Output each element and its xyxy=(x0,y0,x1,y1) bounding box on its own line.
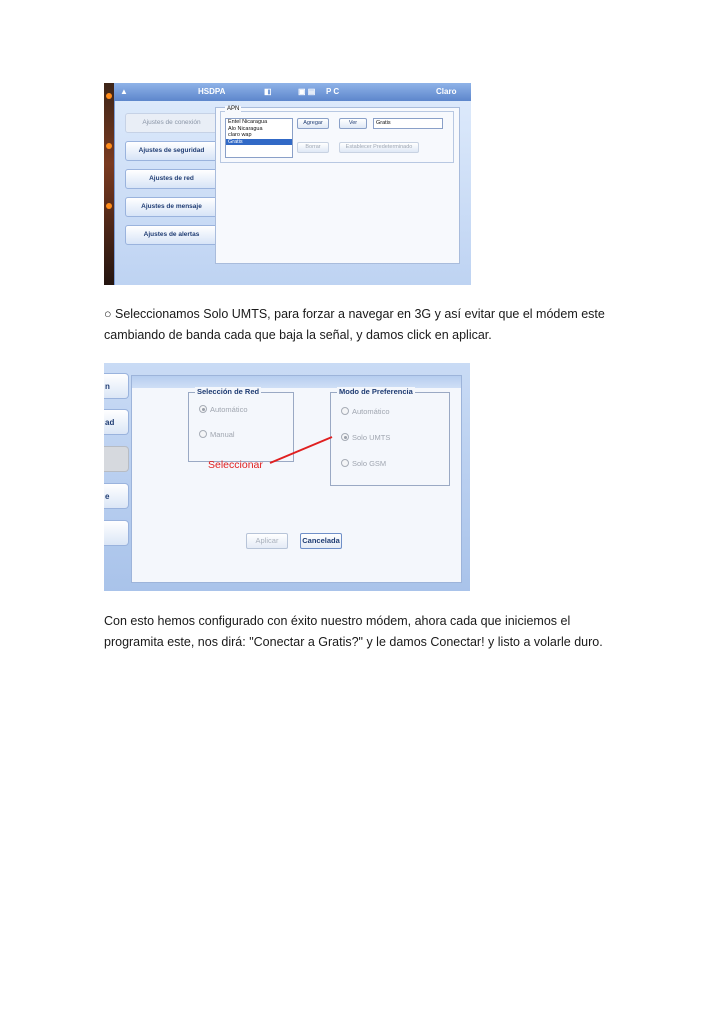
signal-icon: ▲ xyxy=(120,87,128,96)
nav-network-settings[interactable]: Ajustes de red xyxy=(125,169,218,189)
select-callout: Seleccionar xyxy=(208,459,263,471)
nav-alert-settings[interactable]: Ajustes de alertas xyxy=(125,225,218,245)
radio-label: Automático xyxy=(210,405,248,414)
view-button[interactable]: Ver xyxy=(339,118,367,129)
apn-list-item[interactable]: claro wap xyxy=(228,132,252,139)
radio-label: Solo UMTS xyxy=(352,433,391,442)
network-mode: HSDPA xyxy=(198,87,226,96)
paragraph-line: ○ Seleccionamos Solo UMTS, para forzar a navegar en 3G y así evitar que el módem este xyxy=(104,307,605,321)
orange-dot xyxy=(106,143,112,149)
side-button[interactable]: e xyxy=(104,483,129,509)
nav-message-settings[interactable]: Ajustes de mensaje xyxy=(125,197,218,217)
radio-label: Solo GSM xyxy=(352,459,387,468)
apn-list-item[interactable]: Entel Nicaragua xyxy=(228,119,268,125)
paragraph-line: Con esto hemos configurado con éxito nuestro módem, ahora cada que iniciemos el xyxy=(104,614,571,628)
status-icons: ▣ ▤ xyxy=(298,87,316,96)
background-strip xyxy=(104,83,114,285)
radio-label: Automático xyxy=(352,407,390,416)
paragraph-line: cambiando de banda cada que baja la señal, y damos click en aplicar. xyxy=(104,328,492,342)
cancel-button[interactable]: Cancelada xyxy=(300,533,342,549)
device-label: P C xyxy=(326,87,340,96)
delete-button[interactable]: Borrar xyxy=(297,142,329,153)
apn-group-label: APN xyxy=(227,106,240,112)
operator-label: Claro xyxy=(436,87,457,96)
set-default-button[interactable]: Establecer Predeterminado xyxy=(339,142,419,153)
preference-mode-label: Modo de Preferencia xyxy=(339,387,413,396)
apn-name-field[interactable]: Gratis xyxy=(373,118,443,129)
connection-panel xyxy=(215,107,460,264)
apn-group xyxy=(220,106,454,163)
callout-arrow-icon xyxy=(104,363,470,591)
orange-dot xyxy=(106,93,112,99)
instruction-paragraph-2 xyxy=(104,611,664,653)
instruction-paragraph-1 xyxy=(104,304,664,346)
nav-connection-settings[interactable]: Ajustes de conexión xyxy=(125,113,218,133)
screenshot-connection-settings xyxy=(104,83,471,285)
apply-button[interactable]: Aplicar xyxy=(246,533,288,549)
nav-security-settings[interactable]: Ajustes de seguridad xyxy=(125,141,218,161)
apn-list-item[interactable]: Alo Nicaragua xyxy=(228,125,263,132)
orange-dot xyxy=(106,203,112,209)
network-selection-label: Selección de Red xyxy=(197,387,260,396)
side-button[interactable]: n xyxy=(104,373,129,399)
paragraph-line: programita este, nos dirá: "Conectar a Gratis?" y le damos Conectar! y listo a volarle duro. xyxy=(104,635,603,649)
apn-list-item-selected[interactable]: Gratis xyxy=(226,139,292,146)
apn-list[interactable] xyxy=(225,118,293,158)
connection-icon: ◧ xyxy=(264,87,272,96)
settings-window xyxy=(114,101,471,285)
side-button[interactable]: ad xyxy=(104,409,129,435)
title-bar xyxy=(114,83,471,101)
screenshot-network-settings xyxy=(104,363,470,591)
add-button[interactable]: Agregar xyxy=(297,118,329,129)
radio-label: Manual xyxy=(210,430,235,439)
